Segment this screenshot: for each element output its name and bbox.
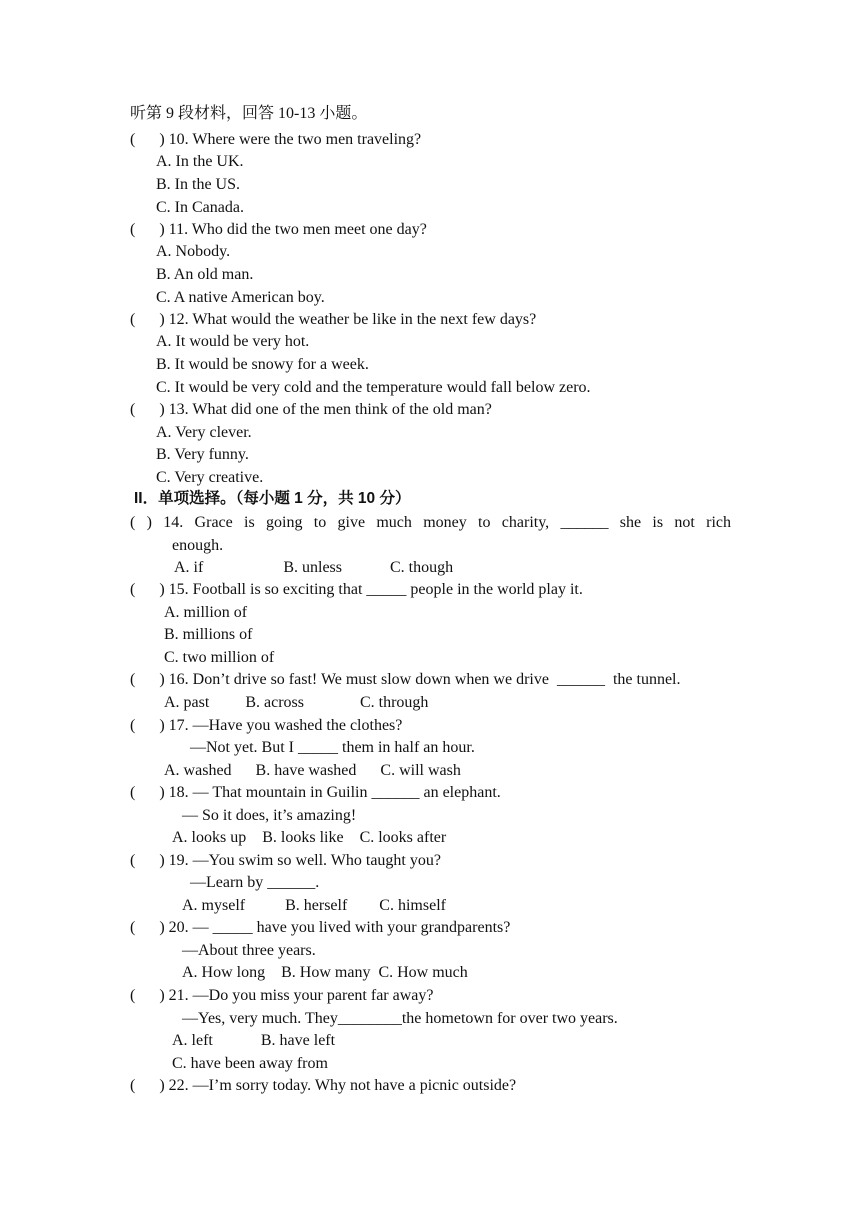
question-20-reply: —About three years. — [182, 942, 316, 959]
options-17: A. washed B. have washed C. will wash — [164, 762, 461, 779]
option-11-a: A. Nobody. — [156, 243, 231, 260]
options-16: A. past B. across C. through — [164, 694, 429, 711]
question-15: ( ) 15. Football is so exciting that _____ people in the world play it. — [130, 581, 583, 598]
section-heading: II．单项选择。（每小题 1 分，共 10 分） — [134, 490, 411, 507]
question-19: ( ) 19. —You swim so well. Who taught you? — [130, 852, 441, 869]
options-19: A. myself B. herself C. himself — [182, 897, 446, 914]
option-13-a: A. Very clever. — [156, 424, 252, 441]
question-20: ( ) 20. — _____ have you lived with your grandparents? — [130, 919, 511, 936]
question-11: ( ) 11. Who did the two men meet one day? — [130, 221, 427, 238]
question-21-reply: —Yes, very much. They________the hometown for over two years. — [182, 1010, 618, 1027]
question-18: ( ) 18. — That mountain in Guilin ______ an elephant. — [130, 784, 501, 801]
option-15-b: B. millions of — [164, 626, 253, 643]
section-instruction: 听第 9 段材料，回答 10-13 小题。 — [130, 105, 368, 122]
option-13-b: B. Very funny. — [156, 446, 249, 463]
options-20: A. How long B. How many C. How much — [182, 964, 468, 981]
question-14: ( ) 14. Grace is going to give much money to charity, ______ she is not rich — [130, 514, 731, 531]
question-17-reply: —Not yet. But I _____ them in half an hour. — [190, 739, 475, 756]
option-11-c: C. A native American boy. — [156, 289, 325, 306]
question-18-reply: — So it does, it’s amazing! — [182, 807, 357, 824]
option-10-c: C. In Canada. — [156, 199, 244, 216]
question-17: ( ) 17. —Have you washed the clothes? — [130, 717, 403, 734]
option-12-a: A. It would be very hot. — [156, 333, 310, 350]
question-19-reply: —Learn by ______. — [190, 874, 320, 891]
option-11-b: B. An old man. — [156, 266, 254, 283]
option-15-a: A. million of — [164, 604, 248, 621]
option-10-b: B. In the US. — [156, 176, 240, 193]
option-10-a: A. In the UK. — [156, 153, 244, 170]
options-21-ab: A. left B. have left — [172, 1032, 336, 1049]
option-12-b: B. It would be snowy for a week. — [156, 356, 369, 373]
question-21: ( ) 21. —Do you miss your parent far away? — [130, 987, 434, 1004]
question-12: ( ) 12. What would the weather be like in the next few days? — [130, 311, 537, 328]
question-10: ( ) 10. Where were the two men traveling? — [130, 131, 422, 148]
options-14: A. if B. unless C. though — [174, 559, 454, 576]
option-21-c: C. have been away from — [172, 1055, 328, 1072]
question-13: ( ) 13. What did one of the men think of the old man? — [130, 401, 492, 418]
question-22: ( ) 22. —I’m sorry today. Why not have a picnic outside? — [130, 1077, 517, 1094]
question-14-continued: enough. — [172, 537, 224, 554]
option-12-c: C. It would be very cold and the temperature would fall below zero. — [156, 379, 591, 396]
option-13-c: C. Very creative. — [156, 469, 264, 486]
question-16: ( ) 16. Don’t drive so fast! We must slow down when we drive ______ the tunnel. — [130, 671, 681, 688]
option-15-c: C. two million of — [164, 649, 275, 666]
options-18: A. looks up B. looks like C. looks after — [172, 829, 447, 846]
